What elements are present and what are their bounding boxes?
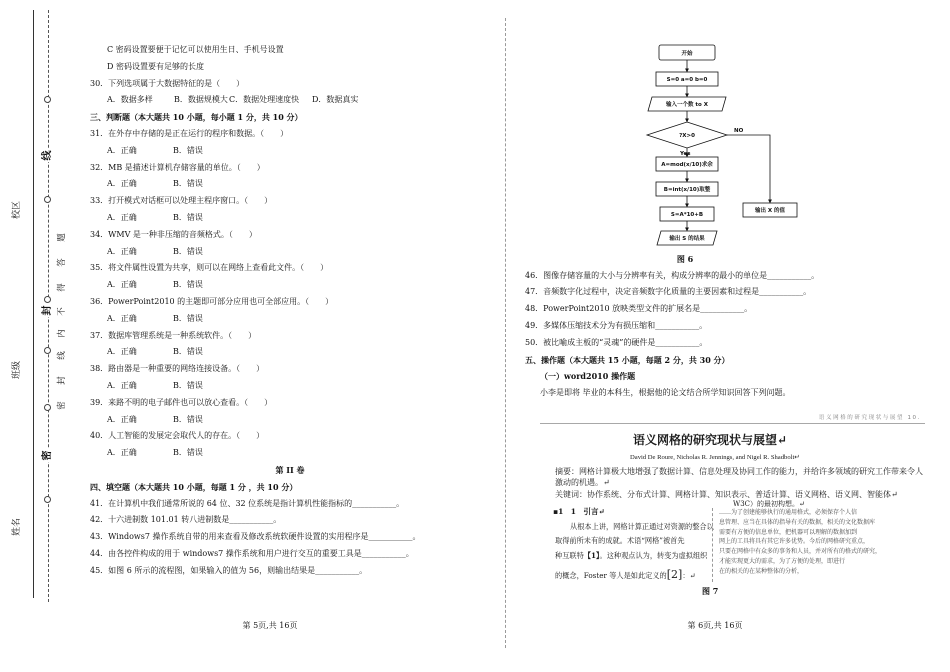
- option-a: A．正确: [107, 313, 137, 323]
- paper-text: 。这种观点认为，转变为虚拟组织: [599, 551, 708, 560]
- option-a: A．正确: [107, 145, 137, 155]
- judge-question-34: 34．WMV 是一种非压缩的音频格式。（ ）: [90, 229, 257, 239]
- subsection-title: （一）word2010 操作题: [540, 371, 636, 382]
- q29-option-c: C 密码设置要便于记忆可以使用生日、手机号设置: [107, 45, 284, 54]
- option-c: C．数据处理速度快: [229, 95, 300, 105]
- paper-right-column-top: W3C）的最初构想。↵: [733, 500, 805, 508]
- paper-citation: [2]: [666, 568, 683, 581]
- paper-abstract-line: 摘要：网格计算极大地增强了数据计算、信息处理及协同工作的能力，并给许多领域的研究工作带来令人: [555, 467, 923, 476]
- section-3-title: 三、判断题（本大题共 10 小题，每小题 1 分，共 10 分）: [90, 112, 303, 123]
- judge-options: [90, 244, 500, 261]
- judge-options: [90, 210, 500, 227]
- binding-write-line: [33, 10, 34, 598]
- section-4-title: 四、填空题（本大题共 10 小题，每题 1 分 ，共 10 分）: [90, 481, 298, 492]
- option-b: B．错误: [173, 246, 203, 256]
- option-a: A．数据多样: [107, 95, 153, 105]
- part-2-title: 第 II 卷: [275, 464, 305, 475]
- flow-no-arrow: [727, 135, 770, 203]
- paper-citation: 【1】: [583, 551, 600, 560]
- fill-question-45: 45．如图 6 所示的流程图，如果输入的值为 56，则输出结果是___________。: [90, 565, 368, 575]
- option-a: A．正确: [107, 448, 137, 458]
- option-a: A．正确: [107, 347, 137, 357]
- flow-condition-text: ?X>0: [679, 133, 695, 139]
- fill-question-42: 42．十六进制数 101.01 转八进制数是___________。: [90, 515, 282, 525]
- q29-option-d: D 密码设置要有足够的长度: [107, 61, 204, 71]
- seal-ring: [44, 404, 51, 411]
- judge-question-31: 31．在外存中存储的是正在运行的程序和数据。（ ）: [90, 128, 289, 138]
- paper-paragraph-line: 取得前所未有的成就。术语“网格”被首先: [555, 536, 685, 545]
- paper-paragraph-line: [555, 551, 707, 561]
- judge-options: [90, 412, 500, 429]
- paper-header-rule: [540, 423, 925, 424]
- name-label: 姓名: [12, 518, 22, 537]
- option-b: B．错误: [173, 212, 203, 222]
- class-label: 班级: [12, 361, 22, 380]
- paper-paragraph-line: 从根本上讲，网格计算正通过对资源的整合以: [570, 522, 714, 531]
- fill-question-43: 43．Windows7 操作系统自带的用来查看及修改系统软硬件设置的实用程序是___________。: [90, 532, 421, 542]
- seal-ring: [44, 196, 51, 203]
- figure-7-caption: 图 7: [702, 586, 719, 596]
- seal-char: 题: [57, 233, 67, 242]
- flow-step-a-text: A=mod(x/10)求余: [661, 162, 713, 168]
- judge-question-36: 36．PowerPoint2010 的主题即可部分应用也可全部应用。（ ）: [90, 296, 334, 306]
- seal-char: 不: [57, 307, 67, 316]
- seal-char: 密: [57, 401, 67, 410]
- flow-step-b-text: B=int(x/10)取整: [663, 187, 711, 193]
- paper-right-column-line: 息管理、应当在具体的指导有关的数据，相关的文化数据库: [719, 518, 876, 526]
- fill-question-41: 41．在计算机中我们通常所说的 64 位、32 位系统是指计算机性能指标的___________。: [90, 498, 405, 508]
- flow-no-label: NO: [734, 128, 744, 134]
- paper-abstract-line: 激动的机遇。↵: [555, 478, 610, 487]
- option-a: A．正确: [107, 179, 137, 189]
- flow-start-text: 开始: [681, 51, 693, 57]
- option-a: A．正确: [107, 246, 137, 256]
- judge-options: [90, 344, 500, 361]
- paper-right-column: [712, 508, 923, 582]
- seal-mark-feng: 封: [42, 305, 53, 316]
- seal-char: 封: [57, 376, 67, 385]
- flow-init-text: S=0 a=0 b=0: [666, 77, 708, 83]
- option-a: A．正确: [107, 414, 137, 424]
- option-b: B．错误: [173, 145, 203, 155]
- fill-question-48: 48．PowerPoint2010 放映类型文件的扩展名是___________。: [525, 304, 753, 314]
- judge-question-33: 33．打开模式对话框可以处理主程序窗口。（ ）: [90, 196, 273, 206]
- flowchart-figure-6: [630, 38, 810, 270]
- option-b: B．数据规模大: [174, 95, 228, 105]
- seal-char: 内: [57, 329, 67, 338]
- option-b: B．错误: [173, 448, 203, 458]
- page-6-footer: 第 6页,共 16页: [687, 621, 743, 630]
- section-5-title: 五、操作题（本大题共 15 小题，每题 2 分，共 30 分）: [525, 354, 730, 365]
- q30-options: [90, 92, 500, 109]
- paper-keywords: 关键词：协作系统、分布式计算、网格计算、知识表示、普适计算、语义网格、语义网、智能体↵: [555, 490, 898, 499]
- seal-char: 线: [57, 351, 67, 360]
- option-a: A．正确: [107, 380, 137, 390]
- paper-right-column-line: 在的相关的在某种整体的分析，: [719, 567, 804, 575]
- paper-title: 语义网格的研究现状与展望↵: [633, 433, 788, 447]
- flow-input-text: 输入一个数 to X: [666, 102, 708, 108]
- paper-right-column-line: 网上的工具将具有其它许多优势。今后的网格研究重点，: [719, 538, 870, 546]
- seal-ring: [44, 96, 51, 103]
- page-5-content: [90, 42, 500, 580]
- operation-intro: 小李是即将 毕业的本科生，根据他的论文结合所学知识回答下列问题。: [540, 388, 791, 398]
- paper-authors: David De Roure, Nicholas R. Jennings, and Nigel R. Shadbolt↵: [630, 454, 800, 461]
- seal-mark-xian: 线: [42, 150, 53, 161]
- paper-text: 的概念，Foster 等人是如此定义的: [555, 571, 667, 580]
- flow-yes-label: Yes: [680, 151, 691, 157]
- option-b: B．错误: [173, 313, 203, 323]
- paper-right-column-line: 才能实现更大的需求，为了方便的处理，即进行: [719, 557, 846, 565]
- judge-question-38: 38．路由器是一种重要的网络连接设备。（ ）: [90, 364, 265, 374]
- fill-question-47: 47．音频数字化过程中，决定音频数字化质量的主要因素和过程是___________。: [525, 287, 812, 297]
- judge-options: [90, 176, 500, 193]
- option-b: B．错误: [173, 414, 203, 424]
- flow-output-s-text: 输出 S 的结果: [669, 236, 705, 242]
- judge-options: [90, 143, 500, 160]
- option-a: A．正确: [107, 280, 137, 290]
- option-b: B．错误: [173, 179, 203, 189]
- judge-question-39: 39．来路不明的电子邮件也可以放心查看。（ ）: [90, 397, 273, 407]
- figure-6-caption: 图 6: [676, 254, 694, 264]
- q30-stem: 30．下列选项属于大数据特征的是（ ）: [90, 78, 245, 88]
- paper-right-column-line: 需要有方便的信息单位，把机器可以理解的数据加到: [719, 528, 858, 536]
- paper-text: ：↵: [682, 571, 696, 580]
- judge-question-35: 35．将文件属性设置为共享，则可以在网络上查看此文件。（ ）: [90, 263, 329, 273]
- judge-options: [90, 378, 500, 395]
- seal-ring: [44, 296, 51, 303]
- paper-running-header: 语义网格的研究现状与展望 10.: [818, 415, 921, 421]
- option-a: A．正确: [107, 212, 137, 222]
- paper-text: 种互联特: [555, 551, 584, 560]
- paper-section-heading: ▪1 1 引言↵: [553, 507, 605, 516]
- option-b: B．错误: [173, 347, 203, 357]
- flow-step-s-text: S=A*10+B: [670, 212, 704, 218]
- judge-question-32: 32．MB 是描述计算机存储容量的单位。（ ）: [90, 162, 265, 172]
- judge-options: [90, 445, 500, 462]
- fill-question-50: 50．被比喻成主板的“灵魂”的硬件是___________。: [525, 337, 708, 347]
- option-b: B．错误: [173, 280, 203, 290]
- paper-right-column-line: ……为了创建能够执行的通用格式，必须保存个人信: [719, 509, 858, 516]
- fill-question-46: 46．图像存储容量的大小与分辨率有关，构成分辨率的最小的单位是___________。: [525, 270, 820, 280]
- figure-7-paper-scan: [540, 410, 925, 582]
- fill-question-44: 44．由各控件构成的用于 windows7 操作系统和用户进行交互的重要工具是___________。: [90, 548, 414, 558]
- judge-options: [90, 277, 500, 294]
- seal-ring: [44, 496, 51, 503]
- seal-ring: [44, 347, 51, 354]
- page-divider: [505, 18, 506, 648]
- page-6-content: [525, 268, 935, 402]
- page-5-footer: 第 5页,共 16页: [242, 621, 298, 630]
- campus-label: 校区: [12, 201, 22, 220]
- judge-question-37: 37．数据库管理系统是一种系统软件。（ ）: [90, 330, 257, 340]
- option-b: B．错误: [173, 380, 203, 390]
- judge-options: [90, 311, 500, 328]
- seal-char: 答: [57, 258, 67, 267]
- judge-question-40: 40．人工智能的发展定会取代人的存在。（ ）: [90, 431, 265, 441]
- flow-output-x-text: 输出 X 的值: [754, 208, 786, 214]
- seal-char: 得: [57, 283, 67, 292]
- paper-paragraph-line: [555, 568, 696, 581]
- paper-right-column-line: 只要在网格中有众多的事务和人员，并对所有的格式的研究，: [719, 548, 882, 556]
- option-d: D．数据真实: [312, 95, 359, 105]
- seal-mark-mi: 密: [42, 450, 53, 461]
- fill-question-49: 49．多媒体压缩技术分为有损压缩和___________。: [525, 320, 708, 330]
